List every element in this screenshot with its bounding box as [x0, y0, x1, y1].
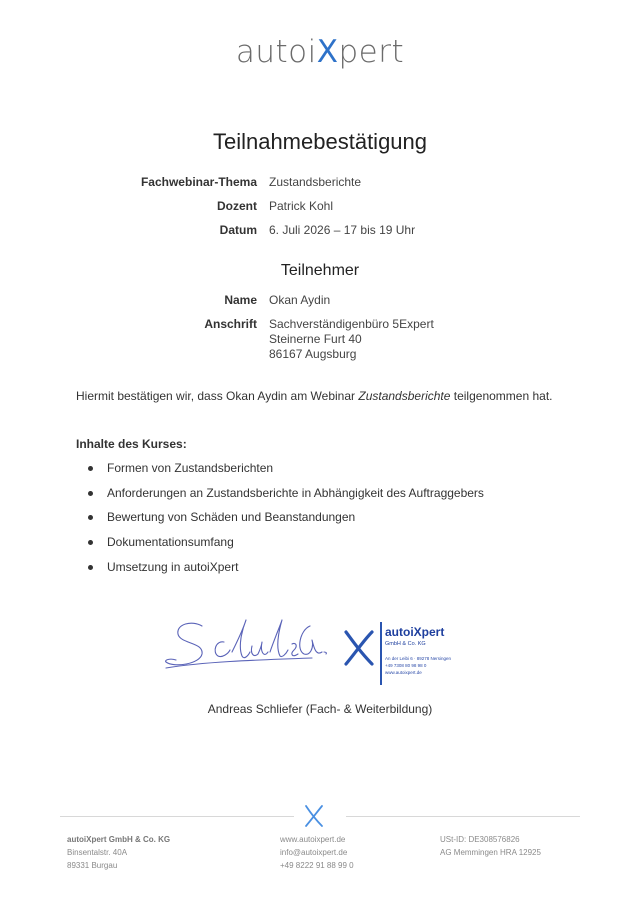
address-line: Steinerne Furt 40: [269, 332, 362, 346]
footer-registry: AG Memmingen HRA 12925: [440, 848, 541, 857]
date-value: 6. Juli 2026 – 17 bis 19 Uhr: [269, 223, 416, 237]
logo-text-b: pert: [338, 34, 405, 70]
confirmation-suffix: teilgenommen hat.: [450, 389, 553, 403]
participant-info: [0, 293, 640, 362]
lecturer-row: [0, 199, 640, 214]
footer-company: [67, 833, 170, 872]
stamp-company-name: autoiXpert: [385, 625, 445, 639]
footer-city: 89331 Burgau: [67, 861, 118, 870]
date-label: Datum: [219, 223, 257, 237]
name-value: Okan Aydin: [269, 293, 331, 307]
confirmation-prefix: Hiermit bestätigen wir, dass Okan Aydin am Webinar: [76, 389, 359, 403]
footer-divider-right: [346, 816, 580, 817]
confirmation-text: [76, 389, 552, 403]
footer-divider-left: [60, 816, 294, 817]
stamp-address-line: An der Leibi 6 · 89278 Nersingen: [385, 656, 452, 661]
name-row: [0, 293, 640, 308]
address-line: 86167 Augsburg: [269, 347, 357, 361]
document-title: Teilnahmebestätigung: [212, 129, 428, 154]
footer-phone: +49 8222 91 88 99 0: [280, 861, 354, 870]
name-label: Name: [224, 293, 257, 307]
stamp-x-icon: [342, 628, 376, 668]
list-item: Anforderungen an Zustandsberichte in Abhängigkeit des Auftraggebers: [76, 486, 484, 511]
contents-list: [76, 461, 484, 584]
footer-x-logo-icon: [303, 803, 325, 829]
logo-text-a: autoi: [235, 34, 317, 70]
logo-x-letter: X: [316, 34, 339, 70]
footer-contact: [280, 833, 354, 872]
signer-name: Andreas Schliefer (Fach- & Weiterbildung): [207, 702, 433, 716]
participant-heading: Teilnehmer: [280, 262, 360, 279]
footer-vat-id: USt-ID: DE308576826: [440, 835, 520, 844]
stamp-divider: [380, 622, 382, 685]
list-item: Umsetzung in autoiXpert: [76, 560, 484, 585]
footer-company-name: autoiXpert GmbH & Co. KG: [67, 835, 171, 844]
address-line: Sachverständigenbüro 5Expert: [269, 317, 434, 331]
footer-email: info@autoixpert.de: [280, 848, 348, 857]
handwritten-signature: [162, 612, 337, 672]
footer-website: www.autoixpert.de: [280, 835, 346, 844]
company-logo: [0, 34, 640, 70]
stamp-address: [385, 655, 451, 676]
contents-heading: Inhalte des Kurses:: [76, 437, 187, 451]
stamp-website: www.autoixpert.de: [385, 670, 422, 675]
date-row: [0, 223, 640, 238]
confirmation-webinar-title: Zustandsberichte: [358, 389, 451, 403]
address-value: [269, 317, 640, 362]
topic-value: Zustandsberichte: [269, 175, 362, 189]
webinar-info: [0, 175, 640, 238]
list-item: Dokumentationsumfang: [76, 535, 484, 560]
footer-legal: [440, 833, 541, 859]
footer-street: Binsentalstr. 40A: [67, 848, 128, 857]
lecturer-label: Dozent: [217, 199, 257, 213]
address-label: Anschrift: [204, 317, 257, 331]
stamp-phone: +49 7308 80 98 98 0: [385, 663, 427, 668]
topic-label: Fachwebinar-Thema: [140, 175, 257, 189]
stamp-company-form: GmbH & Co. KG: [385, 641, 426, 647]
list-item: Formen von Zustandsberichten: [76, 461, 484, 486]
topic-row: [0, 175, 640, 190]
lecturer-value: Patrick Kohl: [269, 199, 334, 213]
company-stamp: [340, 620, 475, 690]
address-row: [0, 317, 640, 362]
list-item: Bewertung von Schäden und Beanstandungen: [76, 510, 484, 535]
